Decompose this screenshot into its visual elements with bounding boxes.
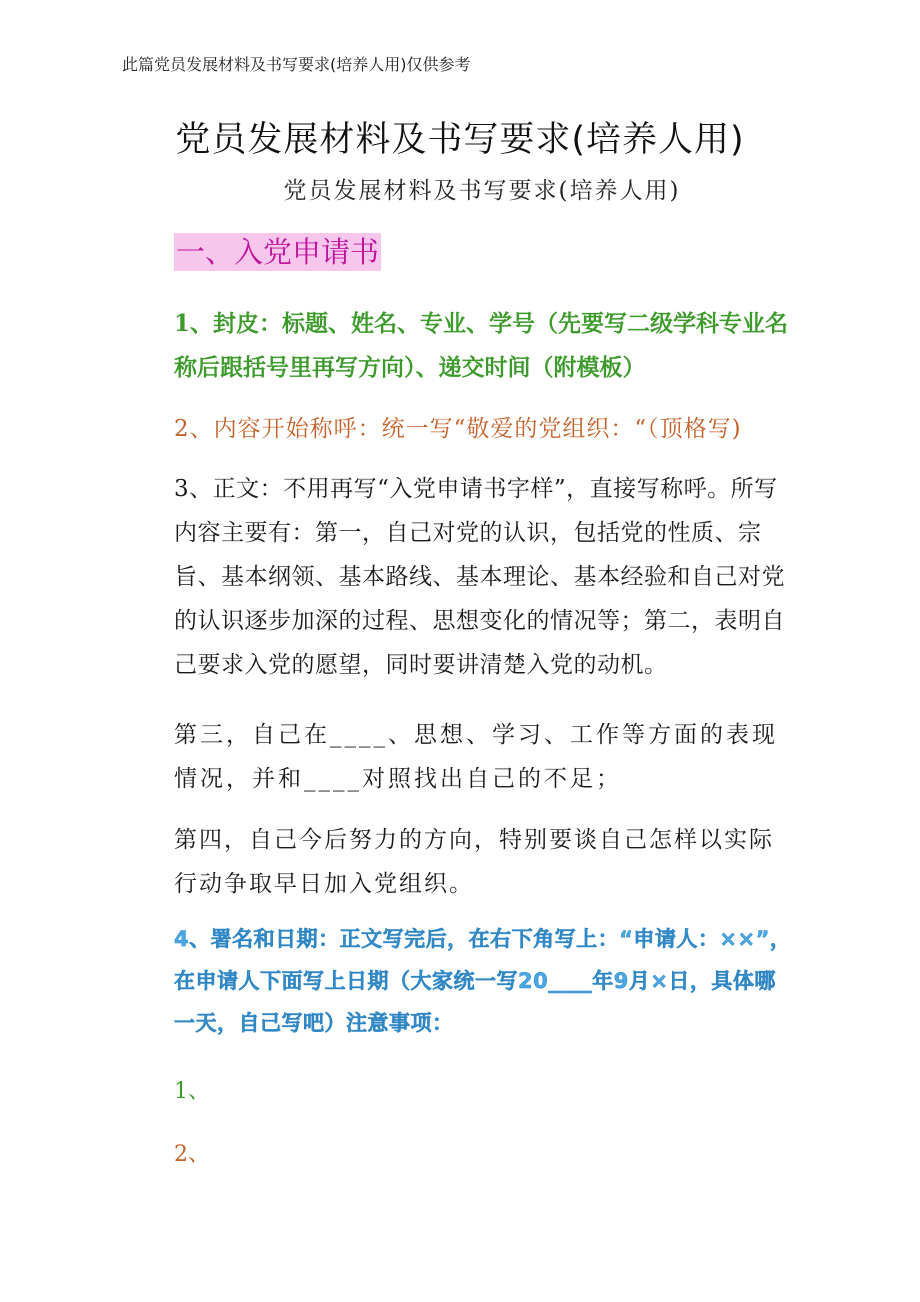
document-title: 党员发展材料及书写要求(培养人用): [175, 120, 745, 160]
item-cover: 1、封皮：标题、姓名、专业、学号（先要写二级学科专业名称后跟括号里再写方向）、递交时间（附模板）: [174, 310, 789, 381]
document-subtitle: 党员发展材料及书写要求(培养人用): [283, 178, 681, 204]
paragraph-fourth: 第四，自己今后努力的方向，特别要谈自己怎样以实际行动争取早日加入党组织。: [174, 827, 774, 897]
list-item-1: 1、: [174, 1079, 210, 1104]
item-salutation: 2、内容开始称呼：统一写“敬爱的党组织：“（顶格写): [174, 416, 742, 442]
header-note: 此篇党员发展材料及书写要求(培养人用)仅供参考: [122, 55, 471, 74]
item-signature-date: 4、署名和日期：正文写完后，在右下角写上：“申请人：××”，在申请人下面写上日期（大家统一写20____年9月×日，具体哪一天，自己写吧）注意事项：: [174, 927, 792, 1035]
section-heading: 一、入党申请书: [176, 235, 380, 269]
list-item-2: 2、: [174, 1142, 210, 1167]
item-body: 3、正文：不用再写“入党申请书字样”，直接写称呼。所写内容主要有：第一，自己对党的认识，包括党的性质、宗旨、基本纲领、基本路线、基本理论、基本经验和自己对党的认识逐步加深的过程、思想变化的情况等；第二，表明自己要求入党的愿望，同时要讲清楚入党的动机。: [174, 476, 785, 678]
paragraph-third: 第三，自己在____、思想、学习、工作等方面的表现情况，并和____对照找出自己的不足；: [174, 722, 778, 792]
